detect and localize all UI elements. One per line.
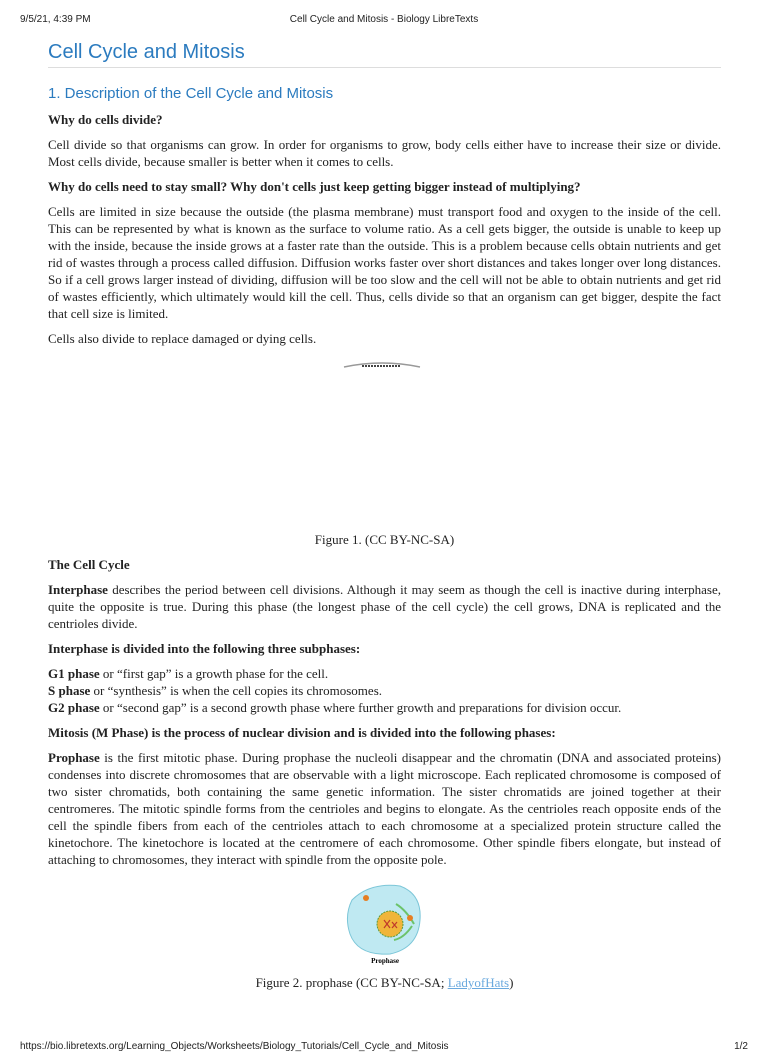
print-url: https://bio.libretexts.org/Learning_Objects/Worksheets/Biology_Tutorials/Cell_Cycle_and_Mitosis (20, 1041, 449, 1052)
article (48, 40, 721, 991)
mitosis-heading: Mitosis (M Phase) is the process of nuclear division and is divided into the following phases: (48, 725, 556, 740)
figure-2 (48, 880, 721, 966)
ladyofhats-link[interactable]: LadyofHats (447, 975, 510, 990)
prophase-text: is the first mitotic phase. During prophase the nucleoli disappear and the chromatin (DNA and associated proteins) condenses into discrete chromosomes that are observable with a light microscope. Each replicated chromosome is composed of two sister chromatids, both containing the same genetic information. The sister chromatids are joined together at their centromeres. The mitotic spindle forms from the centrioles and begins to elongate. As the centrioles reach opposite ends of the cell the spindle fibers from each of the centrioles attach to each chromosome at a specialized protein structure called the kinetochore. The kinetochore is located at the centromere of each chromosome. Other spindle fibers elongate, but instead of attaching to chromosomes, they interact with spindle from the opposite pole. (48, 750, 721, 867)
list-item (48, 699, 721, 716)
paragraph-why-divide: Cell divide so that organisms can grow. In order for organisms to grow, body cells either have to increase their size or divide. Most cells divide, because smaller is better when it comes to cells. (48, 137, 721, 169)
prophase-term: Prophase (48, 750, 100, 765)
subphase-text: or “synthesis” is when the cell copies its chromosomes. (90, 683, 383, 698)
figure-2-caption (48, 974, 721, 991)
list-item (48, 665, 721, 682)
prophase-image-label: Prophase (370, 957, 399, 965)
page-title: Cell Cycle and Mitosis (48, 40, 721, 68)
print-datetime: 9/5/21, 4:39 PM (20, 14, 91, 25)
subphase-term: S phase (48, 683, 91, 698)
subphase-term: G2 phase (48, 700, 100, 715)
interphase-text: describes the period between cell divisions. Although it may seem as though the cell is inactive during interphase, quite the opposite is true. During this phase (the longest phase of the cell cycle) the cell grows, DNA is replicated and the centrioles divide. (48, 582, 721, 631)
question-stay-small: Why do cells need to stay small? Why don't cells just keep getting bigger instead of multiplying? (48, 179, 581, 194)
print-footer (0, 1031, 768, 1061)
caption-text: Figure 2. prophase (CC BY-NC-SA; (255, 975, 448, 990)
print-header (0, 0, 768, 36)
paragraph-interphase (48, 581, 721, 632)
figure-1-caption: Figure 1. (CC BY-NC-SA) (314, 532, 455, 547)
paragraph-replace-cells: Cells also divide to replace damaged or dying cells. (48, 331, 317, 346)
subphase-term: G1 phase (48, 666, 100, 681)
section-heading: 1. Description of the Cell Cycle and Mitosis (48, 85, 334, 102)
list-item (48, 682, 721, 699)
paragraph-stay-small: Cells are limited in size because the outside (the plasma membrane) must transport food and oxygen to the inside of the cell. This can be represented by what is known as the surface to volume ratio. As a cell gets bigger, the outside is unable to keep up with the inside, because the inside grows at a faster rate than the outside. This is a problem because cells obtain nutrients and get rid of wastes through a process called diffusion. Diffusion works faster over short distances and takes longer over long distances. So if a cell grows larger instead of dividing, diffusion will be too slow and the cell will not be able to obtain nutrients and get rid of wastes efficiently, which ultimately would kill the cell. Thus, cells divide so that an organism can get bigger, despite the fact that cell size is limited. (48, 204, 721, 321)
subphases-list (48, 665, 721, 716)
paragraph-prophase (48, 749, 721, 868)
figure-1 (48, 355, 721, 523)
interphase-term: Interphase (48, 582, 108, 597)
print-page-number: 1/2 (734, 1041, 748, 1052)
figure-2-prophase-image (340, 880, 430, 966)
caption-text-end: ) (509, 975, 514, 990)
cell-cycle-heading: The Cell Cycle (48, 557, 130, 572)
figure-1-image (340, 359, 424, 369)
subphase-text: or “second gap” is a second growth phase where further growth and preparations for division occur. (99, 700, 622, 715)
print-page-title: Cell Cycle and Mitosis - Biology LibreTexts (289, 14, 479, 25)
subphases-heading: Interphase is divided into the following three subphases: (48, 641, 361, 656)
subphase-text: or “first gap” is a growth phase for the cell. (99, 666, 329, 681)
question-why-divide: Why do cells divide? (48, 112, 163, 127)
